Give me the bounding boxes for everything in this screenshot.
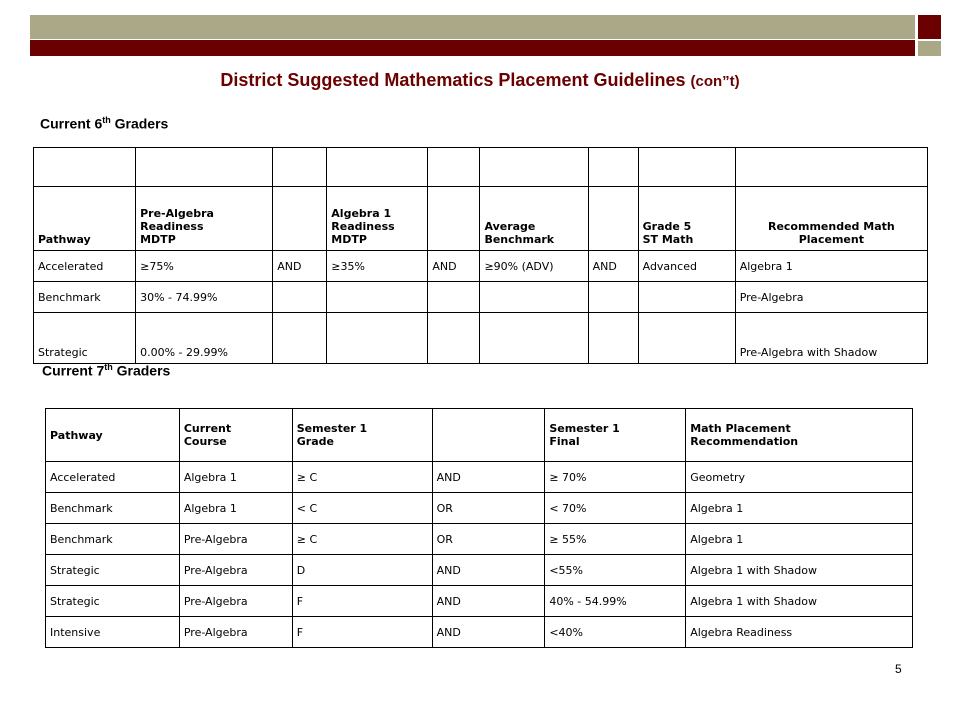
grade6-spacer-cell (428, 148, 480, 187)
grade7-table-cell: ≥ C (292, 524, 432, 555)
grade7-header-cell: Semester 1 Grade (292, 409, 432, 462)
grade6-table-cell (273, 282, 327, 313)
grade7-table-cell: AND (432, 617, 545, 648)
grade6-header-cell: Recommended Math Placement (735, 187, 927, 251)
grade7-table-cell: AND (432, 555, 545, 586)
grade7-table (45, 408, 913, 648)
header-square-olive (918, 41, 941, 56)
grade6-spacer-cell (34, 148, 136, 187)
grade6-heading (40, 115, 168, 132)
grade7-heading (42, 362, 170, 379)
header-bar-maroon (30, 40, 915, 56)
grade6-table-cell: Pre-Algebra (735, 282, 927, 313)
grade7-table-cell: Algebra 1 (179, 493, 292, 524)
grade6-table-cell (638, 313, 735, 364)
grade6-header-cell: Pre-Algebra Readiness MDTP (136, 187, 273, 251)
grade7-table-cell: Geometry (686, 462, 913, 493)
grade6-table-cell (480, 282, 588, 313)
grade7-table-cell: Algebra 1 with Shadow (686, 586, 913, 617)
grade6-header-cell: Grade 5 ST Math (638, 187, 735, 251)
grade7-table-cell: 40% - 54.99% (545, 586, 686, 617)
grade6-table-cell: 30% - 74.99% (136, 282, 273, 313)
grade6-table-cell (327, 313, 428, 364)
grade6-table-cell: Advanced (638, 251, 735, 282)
grade7-table-row (46, 586, 913, 617)
grade6-table-cell (588, 282, 638, 313)
grade7-table-cell: Strategic (46, 555, 180, 586)
grade7-table-cell: D (292, 555, 432, 586)
grade6-table-cell (428, 313, 480, 364)
grade6-spacer-cell (735, 148, 927, 187)
grade7-table-cell: Algebra 1 (179, 462, 292, 493)
grade6-table-cell: AND (428, 251, 480, 282)
grade6-spacer-cell (638, 148, 735, 187)
grade6-heading-suffix: Graders (110, 115, 169, 132)
grade6-header-cell: Algebra 1 Readiness MDTP (327, 187, 428, 251)
grade7-table-cell: <40% (545, 617, 686, 648)
grade6-table-cell: Accelerated (34, 251, 136, 282)
grade7-table-cell: ≥ 55% (545, 524, 686, 555)
slide-title (0, 70, 960, 91)
grade7-table-cell: Benchmark (46, 524, 180, 555)
grade6-table-cell (588, 313, 638, 364)
grade7-table-cell: ≥ 70% (545, 462, 686, 493)
grade7-table-row (46, 524, 913, 555)
grade7-table-cell: <55% (545, 555, 686, 586)
grade6-spacer-row (34, 148, 928, 187)
grade7-table-cell: < 70% (545, 493, 686, 524)
header-divider-h (30, 39, 941, 40)
grade7-header-cell (432, 409, 545, 462)
header-square-maroon (918, 15, 941, 40)
grade6-spacer-cell (136, 148, 273, 187)
grade6-spacer-cell (588, 148, 638, 187)
grade6-table-cell (327, 282, 428, 313)
grade7-table-row (46, 493, 913, 524)
grade7-header-cell: Current Course (179, 409, 292, 462)
grade6-header-cell (588, 187, 638, 251)
grade6-table-cell: 0.00% - 29.99% (136, 313, 273, 364)
grade7-table-cell: Pre-Algebra (179, 524, 292, 555)
grade7-header-cell: Semester 1 Final (545, 409, 686, 462)
grade6-table-cell (638, 282, 735, 313)
grade7-table-cell: OR (432, 493, 545, 524)
grade7-header-row (46, 409, 913, 462)
grade6-table (33, 147, 928, 364)
grade6-table-row (34, 251, 928, 282)
grade6-table-cell (480, 313, 588, 364)
grade7-table-cell: OR (432, 524, 545, 555)
grade7-table-cell: < C (292, 493, 432, 524)
slide-title-main: District Suggested Mathematics Placement Guidelines (220, 70, 686, 90)
grade7-table-cell: AND (432, 462, 545, 493)
grade7-table-cell: Accelerated (46, 462, 180, 493)
grade7-table-cell: Benchmark (46, 493, 180, 524)
grade6-header-row (34, 187, 928, 251)
grade7-table-cell: ≥ C (292, 462, 432, 493)
grade7-table-cell: Algebra 1 (686, 493, 913, 524)
grade7-table-cell: Pre-Algebra (179, 617, 292, 648)
grade6-table-row (34, 313, 928, 364)
grade6-heading-text: Current 6 (40, 115, 103, 132)
grade6-table-cell: Strategic (34, 313, 136, 364)
grade7-table-cell: Algebra 1 with Shadow (686, 555, 913, 586)
grade7-table-cell: F (292, 586, 432, 617)
grade6-table-cell: Algebra 1 (735, 251, 927, 282)
grade7-table-row (46, 617, 913, 648)
grade6-header-cell (428, 187, 480, 251)
slide-title-suffix: (con”t) (690, 73, 740, 90)
grade6-spacer-cell (327, 148, 428, 187)
grade6-spacer-cell (273, 148, 327, 187)
grade6-header-cell: Pathway (34, 187, 136, 251)
grade7-table-cell: Intensive (46, 617, 180, 648)
page-number: 5 (895, 662, 902, 676)
grade6-table-cell: ≥75% (136, 251, 273, 282)
grade6-table-cell: ≥90% (ADV) (480, 251, 588, 282)
grade6-header-cell (273, 187, 327, 251)
grade6-table-cell (273, 313, 327, 364)
grade6-table-row (34, 282, 928, 313)
grade7-header-cell: Pathway (46, 409, 180, 462)
header-divider-v (916, 15, 917, 56)
grade6-table-cell: Benchmark (34, 282, 136, 313)
grade6-table-cell: ≥35% (327, 251, 428, 282)
grade7-table-row (46, 555, 913, 586)
grade6-heading-sup: th (102, 115, 111, 125)
grade6-header-cell: Average Benchmark (480, 187, 588, 251)
grade6-table-cell: Pre-Algebra with Shadow (735, 313, 927, 364)
grade6-table-cell: AND (588, 251, 638, 282)
grade7-heading-suffix: Graders (112, 362, 171, 379)
grade7-heading-text: Current 7 (42, 362, 105, 379)
grade6-spacer-cell (480, 148, 588, 187)
grade7-header-cell: Math Placement Recommendation (686, 409, 913, 462)
grade7-table-cell: Algebra Readiness (686, 617, 913, 648)
grade6-table-cell (428, 282, 480, 313)
grade7-table-cell: Pre-Algebra (179, 555, 292, 586)
grade7-heading-sup: th (104, 362, 113, 372)
grade7-table-cell: AND (432, 586, 545, 617)
grade7-table-row (46, 462, 913, 493)
grade7-table-cell: Algebra 1 (686, 524, 913, 555)
grade6-table-cell: AND (273, 251, 327, 282)
grade7-table-cell: Strategic (46, 586, 180, 617)
header-bar-olive (30, 15, 915, 40)
grade7-table-cell: Pre-Algebra (179, 586, 292, 617)
grade7-table-cell: F (292, 617, 432, 648)
